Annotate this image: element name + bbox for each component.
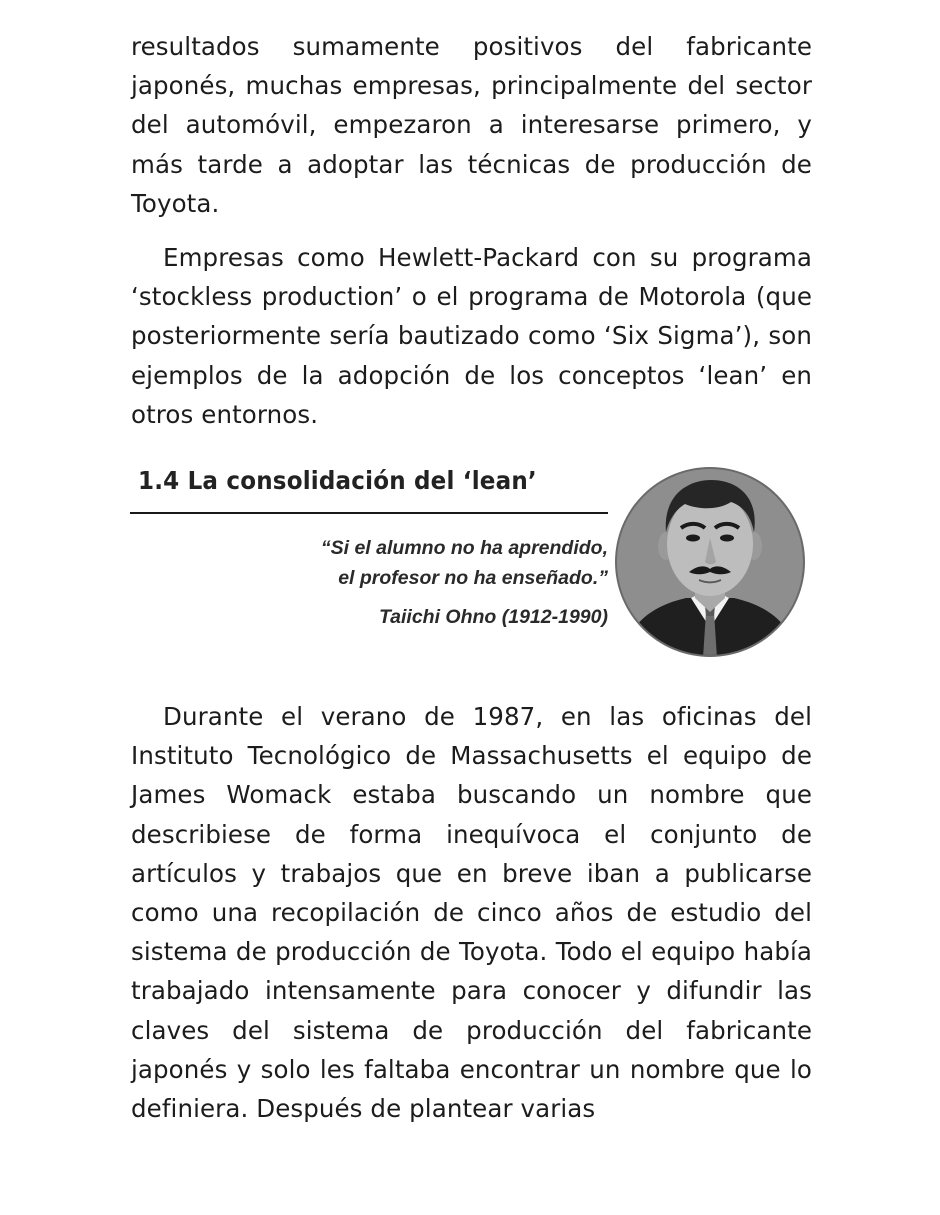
portrait-illustration-icon <box>611 466 809 658</box>
paragraph-3: Durante el verano de 1987, en las oficinas del Instituto Tecnológico de Massachusetts el equipo de James Womack estaba buscando un nombre que describiese de forma inequívoca el conjunto de artículos y trabajos que en breve iban a publicarse como una recopilación de cinco años de estudio del sistema de producción de Toyota. Todo el equipo había trabajado intensamente para conocer y difundir las claves del sistema de producción del fabricante japonés y solo les faltaba encontrar un nombre que lo definiera. Después de plantear varias <box>131 702 812 1124</box>
quote-author: Taiichi Ohno (1912-1990) <box>378 606 608 628</box>
quote-line-1: “Si el alumno no ha aprendido, <box>320 537 608 559</box>
paragraph-1: resultados sumamente positivos del fabricante japonés, muchas empresas, principalmente del sector del automóvil, empezaron a interesarse primero, y más tarde a adoptar las técnicas de producción de Toyota. <box>131 32 812 218</box>
heading-underline <box>130 512 608 514</box>
epigraph-quote <box>321 533 608 593</box>
quote-line-2: el profesor no ha enseñado.” <box>338 567 608 589</box>
paragraph-2: Empresas como Hewlett-Packard con su programa ‘stockless production’ o el programa de Motorola (que posteriormente sería bautizado como ‘Six Sigma’), son ejemplos de la adopción de los conceptos ‘lean’ en otros entornos. <box>131 243 812 429</box>
section-heading: 1.4 La consolidación del ‘lean’ <box>138 466 537 495</box>
